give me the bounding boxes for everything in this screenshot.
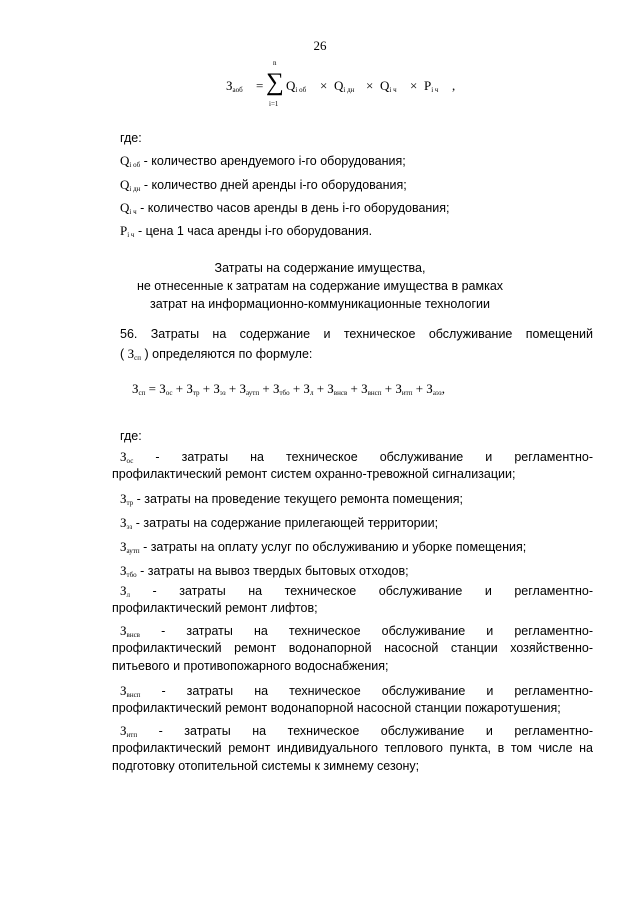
formula2-eq: = <box>148 381 156 396</box>
formula1-eq: = <box>256 78 264 93</box>
formula2-term: $З_{внсв}$ <box>327 381 348 397</box>
where-label-2: где: <box>120 429 142 443</box>
legend2-itp: $З_{итп}$ - затраты на техническое обслуживание и регламентно- <box>120 723 593 739</box>
formula2-term: $З_{внсп}$ <box>361 381 382 397</box>
formula1-factor-count: $Q_{i об}$ <box>286 78 307 94</box>
where-label-1: где: <box>120 131 142 145</box>
legend2-tr: $З_{тр}$ - затраты на проведение текущего ремонта помещения; <box>120 491 464 507</box>
formula2-term: $З_л$ <box>303 381 314 397</box>
formula2-term: $З_{итп}$ <box>395 381 413 397</box>
legend2-vnsp-cont: профилактический ремонт водонапорной насосной станции пожаротушения; <box>112 701 561 715</box>
legend2-autp: $З_{аутп}$ - затраты на оплату услуг по обслуживанию и уборке помещения; <box>120 539 527 555</box>
legend1-item: $P_{i ч}$ - цена 1 часа аренды i-го оборудования. <box>120 223 373 239</box>
formula2-term: $З_{тр}$ <box>186 381 200 397</box>
formula2-term: $З_{ос}$ <box>159 381 173 397</box>
paragraph-56-cont: ( $З_{сп}$ ) определяются по формуле: <box>120 346 313 362</box>
legend2-ez: $З_{эз}$ - затраты на содержание прилегающей территории; <box>120 515 439 531</box>
legend2-vnsv-cont2: питьевого и противопожарного водоснабжения; <box>112 659 389 673</box>
formula1-sum-bottom: i=1 <box>269 100 279 108</box>
formula2-term: $З_{тбо}$ <box>272 381 290 397</box>
section-heading-line: не отнесенные к затратам на содержание имущества в рамках <box>136 279 504 293</box>
formula-premises-maintenance: $З_{сп} = З_{ос} + З_{тр} + З_{эз} + З_{аутп} + З_{тбо} + З_л + З_{внсв} + З_{внсп} + З_{итп} + З_{аэз}$, <box>132 381 445 397</box>
formula1-times-2: × <box>366 78 374 93</box>
formula1-sum-sign: ∑ <box>266 69 284 96</box>
legend2-os: $З_{ос}$ - затраты на техническое обслуживание и регламентно- <box>120 449 593 465</box>
legend1-item: $Q_{i об}$ - количество арендуемого i-го оборудования; <box>120 153 406 169</box>
paragraph-56: 56. Затраты на содержание и техническое обслуживание помещений <box>120 327 593 341</box>
section-heading-line: затрат на информационно-коммуникационные технологии <box>150 297 490 311</box>
page-number: 26 <box>313 38 327 53</box>
legend2-vnsv: $З_{внсв}$ - затраты на техническое обслуживание и регламентно- <box>120 623 593 639</box>
legend2-vnsv-cont: профилактический ремонт водонапорной насосной станции хозяйственно- <box>112 641 593 655</box>
formula2-term: $З_{аутп}$ <box>239 381 260 397</box>
legend2-itp-cont: профилактический ремонт индивидуального теплового пункта, в том числе на <box>112 741 593 755</box>
formula1-times-1: × <box>320 78 328 93</box>
formula-equipment-rent <box>226 59 486 114</box>
legend2-l-cont: профилактический ремонт лифтов; <box>112 601 318 615</box>
legend2-vnsp: $З_{внсп}$ - затраты на техническое обслуживание и регламентно- <box>120 683 593 699</box>
formula1-factor-days: $Q_{i дн}$ <box>334 78 355 94</box>
formula1-factor-hours: $Q_{i ч}$ <box>380 78 397 94</box>
formula1-lhs: $З_{аоб}$ <box>226 78 243 94</box>
formula1-comma: , <box>452 78 456 93</box>
formula1-sum-top: n <box>273 59 277 67</box>
formula2-term: $З_{аэз}$ <box>426 381 442 397</box>
formula1-factor-price: $P_{i ч}$ <box>424 78 439 94</box>
legend2-l: $З_л$ - затраты на техническое обслуживание и регламентно- <box>120 583 593 599</box>
formula2-lhs: $З_{сп}$ <box>132 381 146 397</box>
legend1-item: $Q_{i дн}$ - количество дней аренды i-го оборудования; <box>120 177 407 193</box>
legend2-itp-cont2: подготовку отопительной системы к зимнему сезону; <box>112 759 420 773</box>
section-heading-line: Затраты на содержание имущества, <box>214 261 426 275</box>
legend2-os-cont: профилактический ремонт систем охранно-тревожной сигнализации; <box>112 467 516 481</box>
formula2-term: $З_{эз}$ <box>213 381 226 397</box>
legend2-tbo: $З_{тбо}$ - затраты на вывоз твердых бытовых отходов; <box>120 563 409 579</box>
formula1-times-3: × <box>410 78 418 93</box>
legend1-item: $Q_{i ч}$ - количество часов аренды в день i-го оборудования; <box>120 200 450 216</box>
